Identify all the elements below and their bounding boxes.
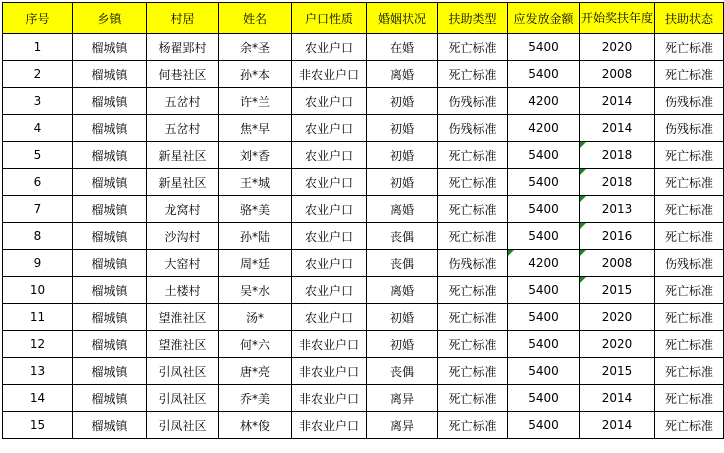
township-cell[interactable]: 榴城镇 [73,61,147,88]
index-cell[interactable]: 9 [3,250,73,277]
subsidy-table [2,2,724,439]
col-header-index[interactable]: 序号 [3,3,73,34]
marital-status-cell[interactable]: 离异 [367,412,438,439]
village-cell[interactable]: 何巷社区 [147,61,219,88]
village-cell[interactable]: 沙沟村 [147,223,219,250]
start-year-cell[interactable]: 2020 [580,34,655,61]
household-type-cell[interactable]: 农业户口 [292,277,367,304]
marital-status-cell[interactable]: 初婚 [367,88,438,115]
village-cell[interactable]: 五岔村 [147,115,219,142]
township-cell[interactable]: 榴城镇 [73,385,147,412]
assistance-status-cell[interactable]: 死亡标准 [655,331,724,358]
col-header-marital-status[interactable]: 婚姻状况 [367,3,438,34]
amount-cell[interactable]: 5400 [508,412,580,439]
amount-cell[interactable]: 5400 [508,358,580,385]
assistance-status-cell[interactable]: 死亡标准 [655,223,724,250]
name-cell[interactable]: 何*六 [219,331,292,358]
header-row [3,3,724,34]
marital-status-cell[interactable]: 丧偶 [367,250,438,277]
assistance-status-cell[interactable]: 死亡标准 [655,412,724,439]
assistance-type-cell[interactable]: 死亡标准 [438,169,508,196]
index-cell[interactable]: 5 [3,142,73,169]
marital-status-cell[interactable]: 初婚 [367,304,438,331]
index-cell[interactable]: 2 [3,61,73,88]
name-cell[interactable]: 余*圣 [219,34,292,61]
village-cell[interactable]: 新星社区 [147,169,219,196]
assistance-status-cell[interactable]: 伤残标准 [655,88,724,115]
village-cell[interactable]: 杨翟郢村 [147,34,219,61]
township-cell[interactable]: 榴城镇 [73,142,147,169]
index-cell[interactable]: 12 [3,331,73,358]
marital-status-cell[interactable]: 离婚 [367,277,438,304]
name-cell[interactable]: 骆*美 [219,196,292,223]
name-cell[interactable]: 孙*陆 [219,223,292,250]
start-year-cell[interactable]: 2014 [580,88,655,115]
col-header-assistance-type[interactable]: 扶助类型 [438,3,508,34]
amount-cell[interactable]: 4200 [508,115,580,142]
assistance-type-cell[interactable]: 死亡标准 [438,412,508,439]
amount-cell[interactable]: 5400 [508,223,580,250]
assistance-type-cell[interactable]: 伤残标准 [438,250,508,277]
assistance-status-cell[interactable]: 死亡标准 [655,196,724,223]
col-header-amount[interactable]: 应发放金额 [508,3,580,34]
table-row [3,223,724,250]
village-cell[interactable]: 望淮社区 [147,331,219,358]
household-type-cell[interactable]: 农业户口 [292,142,367,169]
amount-cell[interactable]: 5400 [508,142,580,169]
name-cell[interactable]: 许*兰 [219,88,292,115]
assistance-type-cell[interactable]: 死亡标准 [438,142,508,169]
start-year-cell[interactable]: 2008 [580,61,655,88]
index-cell[interactable]: 8 [3,223,73,250]
assistance-status-cell[interactable]: 死亡标准 [655,304,724,331]
name-cell[interactable]: 吴*水 [219,277,292,304]
start-year-cell[interactable]: 2020 [580,304,655,331]
index-cell[interactable]: 6 [3,169,73,196]
start-year-cell[interactable]: 2020 [580,331,655,358]
marital-status-cell[interactable]: 初婚 [367,142,438,169]
village-cell[interactable]: 土楼村 [147,277,219,304]
assistance-status-cell[interactable]: 死亡标准 [655,61,724,88]
table-row [3,358,724,385]
township-cell[interactable]: 榴城镇 [73,34,147,61]
assistance-type-cell[interactable]: 伤残标准 [438,115,508,142]
assistance-type-cell[interactable]: 死亡标准 [438,331,508,358]
village-cell[interactable]: 大窑村 [147,250,219,277]
amount-cell[interactable]: 5400 [508,34,580,61]
marital-status-cell[interactable]: 初婚 [367,169,438,196]
household-type-cell[interactable]: 非农业户口 [292,61,367,88]
index-cell[interactable]: 7 [3,196,73,223]
table-row [3,88,724,115]
village-cell[interactable]: 引凤社区 [147,412,219,439]
index-cell[interactable]: 10 [3,277,73,304]
name-cell[interactable]: 唐*亮 [219,358,292,385]
township-cell[interactable]: 榴城镇 [73,115,147,142]
table-row [3,331,724,358]
marital-status-cell[interactable]: 初婚 [367,331,438,358]
name-cell[interactable]: 刘*香 [219,142,292,169]
township-cell[interactable]: 榴城镇 [73,331,147,358]
table-row [3,412,724,439]
marital-status-cell[interactable]: 丧偶 [367,223,438,250]
name-cell[interactable]: 孙*本 [219,61,292,88]
start-year-cell[interactable]: 2013 [580,196,655,223]
marital-status-cell[interactable]: 离婚 [367,196,438,223]
table-row [3,196,724,223]
index-cell[interactable]: 11 [3,304,73,331]
village-cell[interactable]: 龙窝村 [147,196,219,223]
index-cell[interactable]: 13 [3,358,73,385]
marital-status-cell[interactable]: 在婚 [367,34,438,61]
assistance-type-cell[interactable]: 死亡标准 [438,304,508,331]
amount-cell[interactable]: 5400 [508,277,580,304]
household-type-cell[interactable]: 农业户口 [292,196,367,223]
village-cell[interactable]: 新星社区 [147,142,219,169]
marital-status-cell[interactable]: 离异 [367,385,438,412]
township-cell[interactable]: 榴城镇 [73,304,147,331]
table-row [3,115,724,142]
household-type-cell[interactable]: 农业户口 [292,34,367,61]
table-row [3,277,724,304]
township-cell[interactable]: 榴城镇 [73,358,147,385]
table-row [3,304,724,331]
household-type-cell[interactable]: 农业户口 [292,169,367,196]
col-header-village[interactable]: 村居 [147,3,219,34]
col-header-name[interactable]: 姓名 [219,3,292,34]
township-cell[interactable]: 榴城镇 [73,196,147,223]
village-cell[interactable]: 望淮社区 [147,304,219,331]
table-row [3,61,724,88]
assistance-status-cell[interactable]: 伤残标准 [655,115,724,142]
table-row [3,34,724,61]
col-header-assistance-status[interactable]: 扶助状态 [655,3,724,34]
name-cell[interactable]: 焦*早 [219,115,292,142]
village-cell[interactable]: 引凤社区 [147,385,219,412]
index-cell[interactable]: 14 [3,385,73,412]
assistance-status-cell[interactable]: 死亡标准 [655,169,724,196]
household-type-cell[interactable]: 非农业户口 [292,385,367,412]
assistance-status-cell[interactable]: 死亡标准 [655,385,724,412]
assistance-type-cell[interactable]: 死亡标准 [438,358,508,385]
col-header-household-type[interactable]: 户口性质 [292,3,367,34]
amount-cell[interactable]: 5400 [508,331,580,358]
name-cell[interactable]: 周*廷 [219,250,292,277]
assistance-type-cell[interactable]: 死亡标准 [438,34,508,61]
name-cell[interactable]: 乔*美 [219,385,292,412]
amount-cell[interactable]: 4200 [508,250,580,277]
household-type-cell[interactable]: 农业户口 [292,223,367,250]
table-row [3,250,724,277]
amount-cell[interactable]: 5400 [508,196,580,223]
index-cell[interactable]: 15 [3,412,73,439]
assistance-type-cell[interactable]: 死亡标准 [438,196,508,223]
amount-cell[interactable]: 5400 [508,304,580,331]
start-year-cell[interactable]: 2014 [580,412,655,439]
amount-cell[interactable]: 5400 [508,169,580,196]
township-cell[interactable]: 榴城镇 [73,169,147,196]
table-body [3,34,724,439]
start-year-cell[interactable]: 2015 [580,358,655,385]
assistance-status-cell[interactable]: 伤残标准 [655,250,724,277]
amount-cell[interactable]: 5400 [508,61,580,88]
col-header-township[interactable]: 乡镇 [73,3,147,34]
index-cell[interactable]: 4 [3,115,73,142]
amount-cell[interactable]: 5400 [508,385,580,412]
assistance-status-cell[interactable]: 死亡标准 [655,277,724,304]
assistance-type-cell[interactable]: 死亡标准 [438,385,508,412]
household-type-cell[interactable]: 非农业户口 [292,358,367,385]
household-type-cell[interactable]: 农业户口 [292,304,367,331]
index-cell[interactable]: 3 [3,88,73,115]
village-cell[interactable]: 引凤社区 [147,358,219,385]
township-cell[interactable]: 榴城镇 [73,277,147,304]
household-type-cell[interactable]: 农业户口 [292,250,367,277]
township-cell[interactable]: 榴城镇 [73,250,147,277]
name-cell[interactable]: 林*俊 [219,412,292,439]
assistance-type-cell[interactable]: 死亡标准 [438,223,508,250]
household-type-cell[interactable]: 农业户口 [292,115,367,142]
township-cell[interactable]: 榴城镇 [73,88,147,115]
name-cell[interactable]: 王*城 [219,169,292,196]
start-year-cell[interactable]: 2014 [580,385,655,412]
table-row [3,385,724,412]
start-year-cell[interactable]: 2015 [580,277,655,304]
start-year-cell[interactable]: 2014 [580,115,655,142]
start-year-cell[interactable]: 2018 [580,169,655,196]
marital-status-cell[interactable]: 离婚 [367,61,438,88]
assistance-status-cell[interactable]: 死亡标准 [655,358,724,385]
assistance-status-cell[interactable]: 死亡标准 [655,34,724,61]
household-type-cell[interactable]: 非农业户口 [292,331,367,358]
start-year-cell[interactable]: 2008 [580,250,655,277]
name-cell[interactable]: 汤* [219,304,292,331]
col-header-start-year[interactable]: 开始奖扶年度 [580,3,655,34]
assistance-type-cell[interactable]: 伤残标准 [438,88,508,115]
township-cell[interactable]: 榴城镇 [73,412,147,439]
index-cell[interactable]: 1 [3,34,73,61]
household-type-cell[interactable]: 非农业户口 [292,412,367,439]
amount-cell[interactable]: 4200 [508,88,580,115]
township-cell[interactable]: 榴城镇 [73,223,147,250]
assistance-type-cell[interactable]: 死亡标准 [438,61,508,88]
marital-status-cell[interactable]: 初婚 [367,115,438,142]
marital-status-cell[interactable]: 丧偶 [367,358,438,385]
assistance-type-cell[interactable]: 死亡标准 [438,277,508,304]
start-year-cell[interactable]: 2018 [580,142,655,169]
village-cell[interactable]: 五岔村 [147,88,219,115]
start-year-cell[interactable]: 2016 [580,223,655,250]
table-row [3,169,724,196]
assistance-status-cell[interactable]: 死亡标准 [655,142,724,169]
household-type-cell[interactable]: 农业户口 [292,88,367,115]
table-row [3,142,724,169]
